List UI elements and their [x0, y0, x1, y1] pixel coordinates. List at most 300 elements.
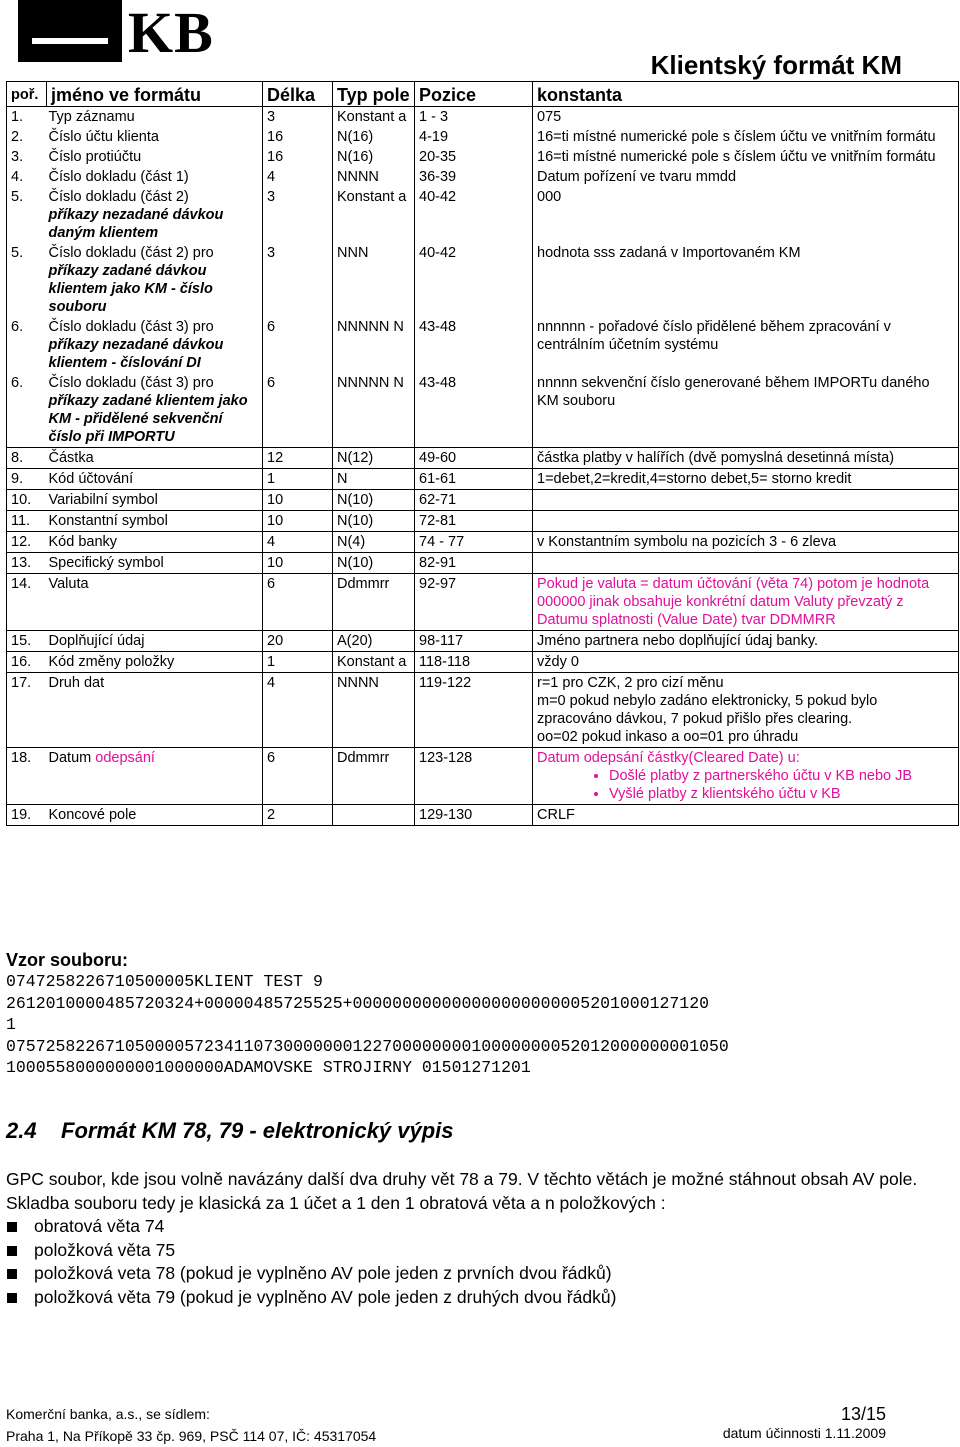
- row-position: 118-118: [419, 654, 471, 670]
- table-cell: [415, 127, 533, 147]
- row-constant: Datum pořízení ve tvaru mmdd: [537, 169, 737, 185]
- row-position: 36-39: [419, 169, 457, 185]
- row-constant: v Konstantním symbolu na pozicích 3 - 6 zleva: [537, 534, 837, 550]
- footer-right: [723, 1404, 886, 1441]
- table-cell: [333, 448, 415, 469]
- table-cell: [333, 469, 415, 490]
- sample-line: 0747258226710500005KLIENT TEST 9: [6, 972, 323, 991]
- table-cell: [263, 373, 333, 448]
- table-cell: [7, 317, 47, 373]
- row-number: 17.: [11, 675, 32, 691]
- table-cell: [415, 317, 533, 373]
- row-position: 92-97: [419, 576, 457, 592]
- table-cell: [47, 127, 263, 147]
- table-cell: [7, 243, 47, 317]
- header-cell: konstanta: [533, 82, 959, 107]
- table-cell: [263, 673, 333, 748]
- row-position: 72-81: [419, 513, 457, 529]
- row-position: 74 - 77: [419, 534, 465, 550]
- row-position: 61-61: [419, 471, 457, 487]
- table-cell: [333, 147, 415, 167]
- table-cell: [263, 652, 333, 673]
- table-cell: [263, 107, 333, 128]
- list-item: položková veta 78 (pokud je vyplněno AV pole jeden z prvních dvou řádků): [6, 1262, 946, 1286]
- row-type: N(16): [337, 129, 374, 145]
- row-constant: r=1 pro CZK, 2 pro cizí měnu: [537, 675, 724, 691]
- row-name: Číslo účtu klienta: [48, 129, 159, 145]
- table-row: [7, 511, 959, 532]
- row-name: Číslo dokladu (část 2) pro: [48, 245, 214, 261]
- header-cell: Délka: [263, 82, 333, 107]
- table-cell: [7, 574, 47, 631]
- row-length: 6: [267, 576, 276, 592]
- table-row: [7, 147, 959, 167]
- table-cell: [263, 469, 333, 490]
- table-row: [7, 373, 959, 448]
- table-cell: [333, 631, 415, 652]
- footer-address: Praha 1, Na Příkopě 33 čp. 969, PSČ 114 07, IČ: 45317054: [6, 1428, 377, 1444]
- logo-bar: [32, 38, 108, 44]
- table-cell: [7, 127, 47, 147]
- table-cell: [47, 748, 263, 805]
- section-title: Formát KM 78, 79 - elektronický výpis: [61, 1118, 454, 1143]
- row-name-note: příkazy nezadané dávkou daným klientem: [48, 207, 224, 241]
- table-cell: [7, 652, 47, 673]
- row-length: 10: [267, 555, 284, 571]
- row-length: 6: [267, 375, 276, 391]
- table-cell: [7, 469, 47, 490]
- table-cell: [47, 673, 263, 748]
- table-cell: [7, 373, 47, 448]
- row-name-note: příkazy zadané klientem jako KM - přidělené sekvenční číslo při IMPORTU: [48, 393, 248, 445]
- table-cell: [47, 553, 263, 574]
- table-cell: [47, 147, 263, 167]
- list-item: • Došlé platby z partnerského účtu v KB nebo JB: [609, 767, 954, 785]
- footer-validity: datum účinnosti 1.11.2009: [722, 1425, 886, 1441]
- row-position: 119-122: [419, 675, 472, 691]
- table-row: [7, 107, 959, 128]
- row-type: NNN: [337, 245, 369, 261]
- table-cell: [7, 147, 47, 167]
- table-cell: [7, 553, 47, 574]
- row-name: Číslo protiúčtu: [48, 149, 142, 165]
- row-number: 2.: [11, 129, 24, 145]
- table-cell: [7, 532, 47, 553]
- row-name: Typ záznamu: [48, 109, 135, 125]
- row-type: Ddmmrr: [337, 576, 390, 592]
- list-item: • Vyšlé platby z klientského účtu v KB: [609, 785, 954, 803]
- table-cell: [7, 107, 47, 128]
- section-paragraph: GPC soubor, kde jsou volně navázány další dva druhy vět 78 a 79. V těchto větách je možné stáhnout obsah AV pole. Skladba souboru tedy je klasická za 1 účet a 1 den 1 obratová věta a n položkových :: [6, 1169, 918, 1213]
- table-cell: [263, 167, 333, 187]
- table-row: [7, 469, 959, 490]
- row-type: Konstant a: [337, 109, 407, 125]
- row-type: Ddmmrr: [337, 750, 390, 766]
- table-cell: [333, 187, 415, 243]
- table-cell: [333, 748, 415, 805]
- table-cell: [333, 532, 415, 553]
- kb-logo-mark: [18, 0, 122, 62]
- document-title: Klientský formát KM: [650, 50, 902, 80]
- table-row: [7, 652, 959, 673]
- table-cell: [533, 107, 959, 128]
- table-cell: [47, 373, 263, 448]
- table-cell: [7, 805, 47, 826]
- table-cell: [533, 511, 959, 532]
- table-cell: [263, 574, 333, 631]
- table-cell: [415, 243, 533, 317]
- table-cell: [415, 469, 533, 490]
- row-name: Kód změny položky: [48, 654, 175, 670]
- row-length: 4: [267, 534, 276, 550]
- row-length: 1: [267, 471, 276, 487]
- table-cell: [47, 511, 263, 532]
- row-position: 82-91: [419, 555, 457, 571]
- table-cell: [533, 553, 959, 574]
- table-cell: [415, 511, 533, 532]
- row-type: Konstant a: [337, 189, 407, 205]
- row-constant-3: oo=02 pokud inkaso a oo=01 pro úhradu: [537, 729, 799, 745]
- table-row: [7, 187, 959, 243]
- table-cell: [47, 243, 263, 317]
- row-name: Variabilní symbol: [48, 492, 158, 508]
- table-cell: [533, 167, 959, 187]
- row-name: Číslo dokladu (část 3) pro: [48, 375, 214, 391]
- row-type: N(16): [337, 149, 374, 165]
- table-row: [7, 243, 959, 317]
- sample-line: 0757258226710500005723411073000000012270000000010000000052012000000001050: [6, 1036, 729, 1056]
- table-cell: [333, 107, 415, 128]
- sample-label: Vzor souboru:: [6, 950, 128, 970]
- row-type: NNNN: [337, 169, 379, 185]
- table-cell: [263, 243, 333, 317]
- section-body: [6, 1168, 946, 1309]
- table-cell: [415, 167, 533, 187]
- sample-line: 2612010000485720324+00000485725525+000000000000000000000005201000127120: [6, 993, 710, 1013]
- row-constant: 1=debet,2=kredit,4=storno debet,5= storno kredit: [537, 471, 852, 487]
- row-constant: nnnnnn - pořadové číslo přidělené během zpracování v centrálním účetním systému: [537, 319, 891, 353]
- section-number: 2.4: [6, 1118, 37, 1143]
- row-constant: Jméno partnera nebo doplňující údaj banky.: [537, 633, 819, 649]
- row-position: 20-35: [419, 149, 457, 165]
- row-name: Kód banky: [48, 534, 118, 550]
- table-cell: [533, 127, 959, 147]
- row-length: 20: [267, 633, 284, 649]
- row-type: NNNNN N: [337, 375, 404, 391]
- row-type: N(10): [337, 555, 374, 571]
- table-cell: [333, 805, 415, 826]
- row-length: 4: [267, 675, 276, 691]
- table-cell: [415, 805, 533, 826]
- table-cell: [7, 511, 47, 532]
- sample-line: 1: [6, 1015, 16, 1034]
- table-cell: [415, 574, 533, 631]
- row-type: NNNNN N: [337, 319, 404, 335]
- table-cell: [47, 805, 263, 826]
- row-name: Datum: [48, 750, 92, 766]
- row-constant: částka platby v halířích (dvě pomyslná desetinná místa): [537, 450, 895, 466]
- table-cell: [263, 127, 333, 147]
- row-type: A(20): [337, 633, 373, 649]
- section-heading: [6, 1118, 454, 1144]
- row-length: 16: [267, 149, 284, 165]
- row-length: 12: [267, 450, 284, 466]
- table-cell: [7, 748, 47, 805]
- table-cell: [533, 673, 959, 748]
- table-cell: [333, 490, 415, 511]
- table-cell: [47, 107, 263, 128]
- header-cell: jméno ve formátu: [47, 82, 263, 107]
- row-position: 43-48: [419, 375, 457, 391]
- row-length: 10: [267, 492, 284, 508]
- table-cell: [263, 448, 333, 469]
- table-cell: [415, 147, 533, 167]
- row-name: Číslo dokladu (část 1): [48, 169, 189, 185]
- row-length: 1: [267, 654, 276, 670]
- row-constant: 000: [537, 189, 562, 205]
- footer-left: [6, 1403, 376, 1447]
- row-position: 49-60: [419, 450, 457, 466]
- table-cell: [533, 187, 959, 243]
- row-name: Koncové pole: [48, 807, 137, 823]
- header-cell: Typ pole: [333, 82, 415, 107]
- row-position: 62-71: [419, 492, 457, 508]
- sample-lines: [6, 971, 729, 1079]
- sample-line: 1000558000000001000000ADAMOVSKE STROJIRNY 01501271201: [6, 1058, 531, 1077]
- row-constant: 16=ti místné numerické pole s číslem účtu ve vnitřním formátu: [537, 129, 936, 145]
- table-row: [7, 553, 959, 574]
- row-name: Doplňující údaj: [48, 633, 145, 649]
- table-cell: [7, 673, 47, 748]
- table-cell: [533, 631, 959, 652]
- row-type: N: [337, 471, 348, 487]
- table-row: [7, 748, 959, 805]
- row-length: 16: [267, 129, 284, 145]
- row-position: 43-48: [419, 319, 457, 335]
- table-cell: [47, 317, 263, 373]
- row-constant: hodnota sss zadaná v Importovaném KM: [537, 245, 801, 261]
- row-number: 6.: [11, 375, 24, 391]
- row-constant: Datum odepsání částky(Cleared Date) u:: [537, 750, 800, 766]
- table-cell: [333, 673, 415, 748]
- row-constant: vždy 0: [537, 654, 579, 670]
- page-number: 13/15: [840, 1404, 886, 1424]
- row-constant: 16=ti místné numerické pole s číslem účtu ve vnitřním formátu: [537, 149, 936, 165]
- table-cell: [263, 187, 333, 243]
- header-cell: Pozice: [415, 82, 533, 107]
- row-position: 40-42: [419, 245, 457, 261]
- row-length: 4: [267, 169, 276, 185]
- row-length: 6: [267, 750, 276, 766]
- footer-company: Komerční banka, a.s., se sídlem:: [6, 1406, 210, 1422]
- row-number: 14.: [11, 576, 32, 592]
- table-cell: [47, 631, 263, 652]
- table-row: [7, 631, 959, 652]
- row-constant: nnnnn sekvenční číslo generované během IMPORTu daného KM souboru: [537, 375, 930, 409]
- row-name-note: příkazy zadané dávkou klientem jako KM - číslo souboru: [48, 263, 213, 315]
- row-number: 13.: [11, 555, 32, 571]
- table-cell: [333, 574, 415, 631]
- table-cell: [263, 317, 333, 373]
- table-cell: [533, 748, 959, 805]
- table-cell: [47, 490, 263, 511]
- table-row: [7, 167, 959, 187]
- table-cell: [7, 187, 47, 243]
- table-cell: [533, 147, 959, 167]
- row-length: 2: [267, 807, 276, 823]
- row-number: 4.: [11, 169, 24, 185]
- table-cell: [7, 631, 47, 652]
- table-cell: [415, 631, 533, 652]
- table-cell: [533, 373, 959, 448]
- row-number: 9.: [11, 471, 24, 487]
- row-length: 6: [267, 319, 276, 335]
- table-cell: [415, 107, 533, 128]
- row-number: 5.: [11, 189, 24, 205]
- row-type: Konstant a: [337, 654, 407, 670]
- table-cell: [415, 553, 533, 574]
- table-cell: [47, 574, 263, 631]
- row-name: Specifický symbol: [48, 555, 164, 571]
- table-cell: [7, 448, 47, 469]
- row-constant-2: m=0 pokud nebylo zadáno elektronicky, 5 pokud bylo zpracováno dávkou, 7 pokud přišlo přes clearing.: [537, 693, 878, 727]
- row-number: 1.: [11, 109, 24, 125]
- sample-file: [6, 950, 729, 1079]
- row-name: Číslo dokladu (část 3) pro: [48, 319, 214, 335]
- table-cell: [333, 317, 415, 373]
- table-cell: [263, 511, 333, 532]
- row-name: Částka: [48, 450, 94, 466]
- table-cell: [415, 652, 533, 673]
- table-cell: [333, 243, 415, 317]
- row-length: 3: [267, 109, 276, 125]
- row-constant: Pokud je valuta = datum účtování (věta 74) potom je hodnota 000000 jinak obsahuje konkrétní datum Valuty převzatý z Datumu splatnosti (Value Date) tvar DDMMRR: [537, 576, 930, 628]
- table-cell: [533, 652, 959, 673]
- row-type: N(12): [337, 450, 374, 466]
- table-cell: [263, 147, 333, 167]
- table-row: [7, 127, 959, 147]
- table-cell: [47, 448, 263, 469]
- table-cell: [533, 490, 959, 511]
- table-cell: [263, 532, 333, 553]
- table-cell: [415, 448, 533, 469]
- row-type: N(4): [337, 534, 366, 550]
- row-constant: CRLF: [537, 807, 575, 823]
- row-number: 11.: [11, 513, 31, 529]
- section-list: [6, 1215, 946, 1309]
- table-cell: [47, 187, 263, 243]
- table-cell: [533, 469, 959, 490]
- row-type: N(10): [337, 492, 374, 508]
- row-type: NNNN: [337, 675, 379, 691]
- table-cell: [415, 373, 533, 448]
- table-cell: [7, 167, 47, 187]
- table-cell: [415, 532, 533, 553]
- table-row: [7, 448, 959, 469]
- row-name: Kód účtování: [48, 471, 134, 487]
- table-row: [7, 317, 959, 373]
- table-header-row: [7, 82, 959, 107]
- table-row: [7, 532, 959, 553]
- row-name: Konstantní symbol: [48, 513, 168, 529]
- row-name-highlight: odepsání: [95, 750, 155, 766]
- table-cell: [263, 748, 333, 805]
- row-position: 98-117: [419, 633, 464, 649]
- row-position: 123-128: [419, 750, 473, 766]
- table-cell: [333, 167, 415, 187]
- table-cell: [415, 748, 533, 805]
- row-length: 10: [267, 513, 284, 529]
- row-number: 8.: [11, 450, 24, 466]
- table-row: [7, 490, 959, 511]
- row-number: 5.: [11, 245, 24, 261]
- kb-logo-text: KB: [128, 0, 214, 65]
- row-number: 16.: [11, 654, 32, 670]
- table-cell: [533, 574, 959, 631]
- row-type: N(10): [337, 513, 374, 529]
- list-item: položková věta 75: [6, 1239, 946, 1263]
- table-cell: [333, 127, 415, 147]
- table-cell: [333, 652, 415, 673]
- table-cell: [333, 373, 415, 448]
- row-bullets: [537, 767, 954, 803]
- format-table: [6, 81, 959, 826]
- table-cell: [333, 511, 415, 532]
- row-number: 15.: [11, 633, 32, 649]
- table-cell: [333, 553, 415, 574]
- table-cell: [263, 553, 333, 574]
- row-number: 12.: [11, 534, 32, 550]
- row-length: 3: [267, 245, 276, 261]
- row-name: Valuta: [48, 576, 89, 592]
- table-row: [7, 673, 959, 748]
- row-length: 3: [267, 189, 276, 205]
- table-cell: [533, 243, 959, 317]
- table-cell: [533, 317, 959, 373]
- table-cell: [7, 490, 47, 511]
- table-row: [7, 805, 959, 826]
- row-position: 4-19: [419, 129, 449, 145]
- row-position: 40-42: [419, 189, 457, 205]
- row-number: 19.: [11, 807, 32, 823]
- list-item: obratová věta 74: [6, 1215, 946, 1239]
- table-cell: [263, 805, 333, 826]
- row-number: 10.: [11, 492, 32, 508]
- table-cell: [263, 631, 333, 652]
- row-position: 1 - 3: [419, 109, 449, 125]
- table-cell: [47, 532, 263, 553]
- table-cell: [415, 673, 533, 748]
- row-number: 6.: [11, 319, 24, 335]
- table-cell: [263, 490, 333, 511]
- row-position: 129-130: [419, 807, 473, 823]
- row-name: Druh dat: [48, 675, 105, 691]
- list-item: položková věta 79 (pokud je vyplněno AV pole jeden z druhých dvou řádků): [6, 1286, 946, 1310]
- header-cell: poř.: [7, 82, 47, 107]
- row-constant: 075: [537, 109, 562, 125]
- table-cell: [533, 532, 959, 553]
- table-cell: [415, 490, 533, 511]
- row-number: 18.: [11, 750, 32, 766]
- table-cell: [533, 805, 959, 826]
- table-cell: [47, 167, 263, 187]
- row-name: Číslo dokladu (část 2): [48, 189, 189, 205]
- table-cell: [47, 469, 263, 490]
- row-number: 3.: [11, 149, 24, 165]
- table-cell: [533, 448, 959, 469]
- table-row: [7, 574, 959, 631]
- table-cell: [415, 187, 533, 243]
